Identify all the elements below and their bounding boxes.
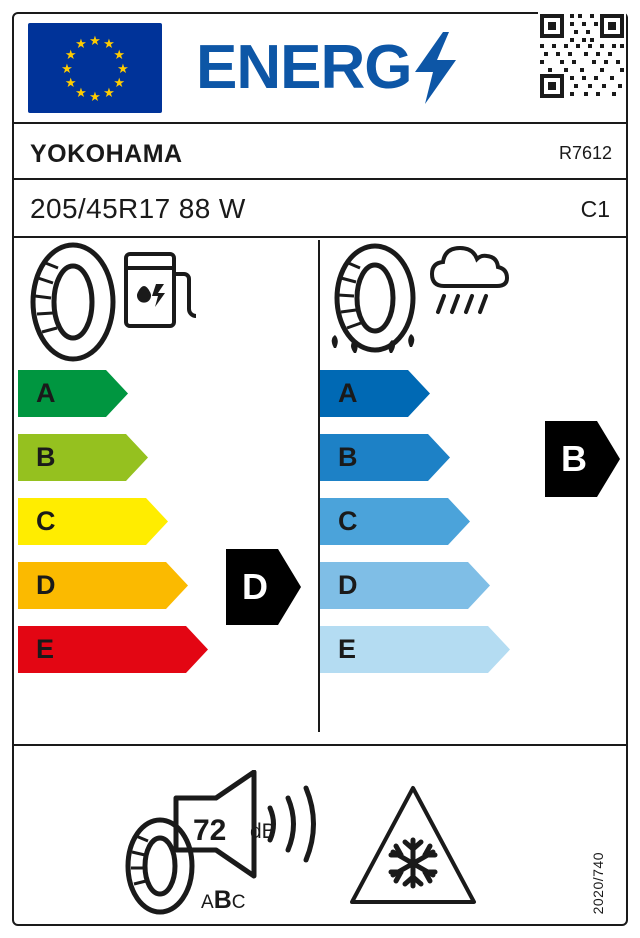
- grade-row: [320, 626, 616, 678]
- grade-letter: E: [36, 634, 55, 664]
- external-rolling-noise-group: [118, 770, 358, 920]
- grade-letter: D: [36, 570, 56, 600]
- noise-class-selected: B: [213, 886, 232, 914]
- grade-letter: A: [338, 378, 358, 408]
- lightning-bolt-icon: [413, 32, 457, 109]
- grade-letter: C: [338, 506, 358, 536]
- grade-row: [18, 626, 314, 678]
- grade-a: [18, 370, 128, 417]
- rain-cloud-icon: [432, 248, 507, 312]
- eu-star-icon: ★: [89, 88, 101, 104]
- divider-brand: [14, 178, 626, 180]
- noise-class-a: A: [201, 892, 214, 913]
- wet-grip-result: [545, 421, 620, 497]
- result-letter: B: [561, 438, 587, 479]
- page-title: ENERG: [196, 33, 412, 102]
- fuel-efficiency-scale: [18, 370, 314, 678]
- eu-star-icon: ★: [113, 74, 126, 90]
- tyre-icon: [33, 245, 113, 359]
- grade-e: [320, 626, 510, 673]
- grade-b: [320, 434, 450, 481]
- fuel-pump-icon: [126, 254, 196, 326]
- eu-flag-icon: [28, 23, 162, 113]
- qr-code-icon: [538, 12, 626, 100]
- noise-class-c: C: [231, 892, 246, 913]
- noise-unit: dB: [250, 820, 276, 843]
- result-letter: D: [242, 566, 268, 607]
- eu-star-icon: ★: [61, 60, 73, 76]
- eu-star-icon: ★: [117, 60, 129, 76]
- grade-c: [18, 498, 168, 545]
- eu-star-icon: ★: [75, 36, 87, 52]
- grade-row: [18, 434, 314, 486]
- eu-star-icon: ★: [89, 32, 101, 48]
- label-header: [14, 14, 626, 122]
- mountain-snowflake-icon: [348, 782, 478, 912]
- wet-grip-pictogram: [320, 240, 616, 370]
- grade-d: [320, 562, 490, 609]
- grade-letter: E: [338, 634, 357, 664]
- tyre-type-designation: R7612: [558, 143, 612, 163]
- grade-letter: B: [338, 442, 358, 472]
- tyre-class: C1: [580, 196, 610, 222]
- eu-star-icon: ★: [113, 46, 126, 62]
- eu-star-icon: ★: [103, 84, 115, 100]
- grade-row: [320, 562, 616, 614]
- divider-size: [14, 236, 626, 238]
- noise-class-scale: [201, 886, 245, 915]
- grade-row: [320, 370, 616, 422]
- date-code: 2020/740: [590, 851, 606, 914]
- tyre-icon: [332, 246, 415, 353]
- divider-bottom: [14, 744, 626, 746]
- eu-star-icon: ★: [64, 46, 77, 62]
- grade-c: [320, 498, 470, 545]
- divider-header: [14, 122, 626, 124]
- wet-grip-scale: [320, 370, 616, 678]
- brand-name: YOKOHAMA: [30, 140, 183, 168]
- eu-star-icon: ★: [64, 74, 77, 90]
- tyre-size-designation: 205/45R17 88 W: [30, 193, 246, 224]
- grade-letter: D: [338, 570, 358, 600]
- grade-b: [18, 434, 148, 481]
- grade-a: [320, 370, 430, 417]
- eu-star-icon: ★: [103, 36, 115, 52]
- grade-d: [18, 562, 188, 609]
- grade-row: [320, 498, 616, 550]
- noise-value: 72: [193, 814, 227, 847]
- grade-letter: B: [36, 442, 56, 472]
- grade-row: [18, 498, 314, 550]
- grade-row: [18, 370, 314, 422]
- tyre-icon: [128, 820, 192, 912]
- fuel-efficiency-result: [226, 549, 301, 625]
- bottom-section: [18, 760, 616, 920]
- fuel-efficiency-pictogram: [18, 240, 314, 370]
- grade-letter: A: [36, 378, 56, 408]
- eu-star-icon: ★: [75, 84, 87, 100]
- snow-grip-group: [348, 782, 478, 912]
- grade-letter: C: [36, 506, 56, 536]
- grade-e: [18, 626, 208, 673]
